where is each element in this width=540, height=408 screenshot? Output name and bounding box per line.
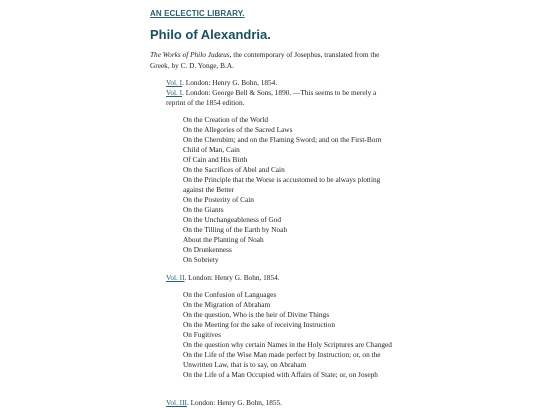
contents-item: Of Cain and His Birth xyxy=(183,155,248,164)
volume-link-2[interactable]: Vol. I xyxy=(166,88,183,97)
volume-link-3[interactable]: Vol. II xyxy=(166,273,185,282)
contents-item: On the Confusion of Languages xyxy=(183,290,277,299)
contents-item: On the Migration of Abraham xyxy=(183,300,271,309)
volume-text-3: . London: Henry G. Bohn, 1854. xyxy=(184,273,280,282)
contents-item: About the Planting of Noah xyxy=(183,235,264,244)
site-header xyxy=(150,9,245,18)
contents-item: On the Allegories of the Sacred Laws xyxy=(183,125,293,134)
contents-item: On Sobriety xyxy=(183,255,219,264)
intro-rest: , the contemporary of Josephus, translated from the Greek, by C. D. Yonge, B.A. xyxy=(150,50,380,70)
volume-text-1: . London: Henry G. Bohn, 1854. xyxy=(182,78,278,87)
volume-entry-3 xyxy=(166,273,391,283)
contents-item: On the question, Who is the heir of Divine Things xyxy=(183,310,330,319)
volume-text-2: . London: George Bell & Sons, 1890. —This seems to be merely a reprint of the 1854 edition. xyxy=(166,88,377,107)
volume-entry-2 xyxy=(166,88,391,108)
contents-item: On the Posterity of Cain xyxy=(183,195,254,204)
volume-link-1[interactable]: Vol. I xyxy=(166,78,183,87)
volume-link-4[interactable]: Vol. III xyxy=(166,398,187,407)
contents-item: On the Giants xyxy=(183,205,224,214)
contents-item: On the question why certain Names in the Holy Scriptures are Changed xyxy=(183,340,392,349)
volume-text-4: . London: Henry G. Bohn, 1855. xyxy=(186,398,283,407)
contents-list-vol-2 xyxy=(183,290,398,380)
contents-item: On Drunkenness xyxy=(183,245,232,254)
contents-item: On the Tilling of the Earth by Noah xyxy=(183,225,287,234)
site-link-suffix: . xyxy=(242,9,245,18)
volume-entry-4 xyxy=(166,398,391,408)
work-title: The Works of Philo Judæus xyxy=(150,50,230,59)
contents-item: On the Creation of the World xyxy=(183,115,268,124)
volume-entry-1 xyxy=(166,78,391,88)
contents-item: On the Cherubim; and on the Flaming Sword; and on the First-Born Child of Man, Cain xyxy=(183,135,382,154)
site-home-link[interactable]: AN ECLECTIC LIBRARY xyxy=(150,9,243,18)
contents-item: On the Sacrifices of Abel and Cain xyxy=(183,165,285,174)
page-title: Philo of Alexandria. xyxy=(150,27,271,42)
intro-paragraph xyxy=(150,49,400,71)
contents-item: On the Meeting for the sake of receiving Instruction xyxy=(183,320,335,329)
contents-item: On the Principle that the Worse is accustomed to be always plotting against the Better xyxy=(183,175,381,194)
contents-list-vol-1 xyxy=(183,115,398,265)
contents-item: On the Unchangeableness of God xyxy=(183,215,282,224)
contents-item: On the Life of the Wise Man made perfect by Instruction; or, on the Unwritten Law, that is to say, on Abraham xyxy=(183,350,381,369)
contents-item: On Fugitives xyxy=(183,330,221,339)
contents-item: On the Life of a Man Occupied with Affairs of State; or, on Joseph xyxy=(183,370,378,379)
